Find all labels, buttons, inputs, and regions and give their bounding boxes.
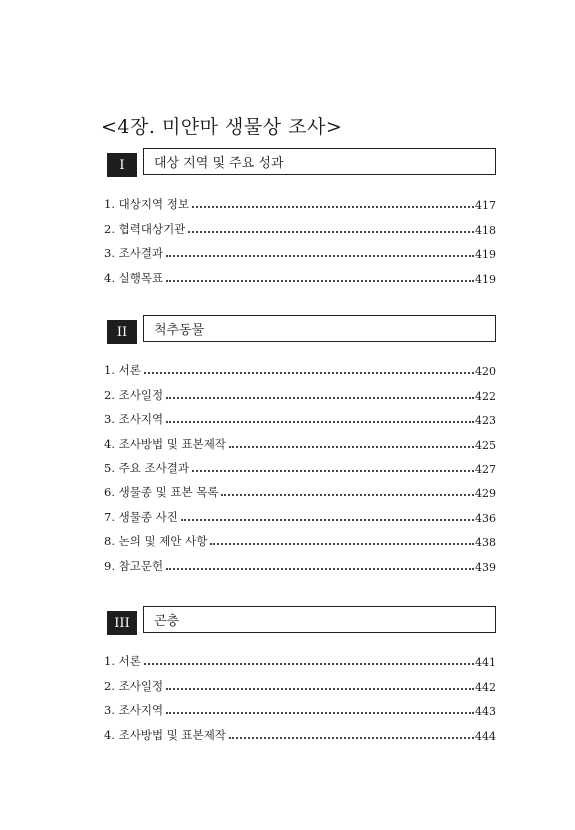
toc-entry[interactable] xyxy=(104,403,496,427)
toc-entry-label: 2. 조사일정 xyxy=(104,387,164,402)
toc-entry-label: 3. 조사지역 xyxy=(104,412,164,427)
toc-entry-label: 9. 참고문헌 xyxy=(104,558,164,573)
section-heading: 대상 지역 및 주요 성과 xyxy=(143,148,496,175)
dot-leader xyxy=(221,494,474,496)
toc-entry-label: 2. 협력대상기관 xyxy=(104,221,186,236)
toc-page-number: 427 xyxy=(475,462,496,476)
dot-leader xyxy=(166,280,474,282)
toc-entry-label: 1. 서론 xyxy=(104,363,141,378)
section-header xyxy=(104,148,496,177)
toc-entry[interactable] xyxy=(104,378,496,402)
toc-page-number: 423 xyxy=(475,414,496,428)
toc-entry-label: 8. 논의 및 제안 사항 xyxy=(104,534,208,549)
toc-entry-label: 5. 주요 조사결과 xyxy=(104,460,189,475)
section-3 xyxy=(104,606,496,743)
toc-entry-label: 3. 조사지역 xyxy=(104,703,164,718)
section-numeral: II xyxy=(107,320,137,344)
dot-leader xyxy=(192,470,474,472)
toc-entry[interactable] xyxy=(104,476,496,500)
dot-leader xyxy=(166,255,474,257)
toc-entry-label: 6. 생물종 및 표본 목록 xyxy=(104,485,219,500)
toc-list xyxy=(104,188,496,286)
section-2 xyxy=(104,315,496,574)
toc-entry-label: 1. 서론 xyxy=(104,654,141,669)
section-numeral: I xyxy=(107,153,137,177)
toc-page-number: 441 xyxy=(475,656,496,670)
dot-leader xyxy=(166,712,474,714)
toc-page-number: 436 xyxy=(475,511,496,525)
toc-page-number: 420 xyxy=(475,365,496,379)
toc-page-number: 443 xyxy=(475,705,496,719)
toc-entry-label: 3. 조사결과 xyxy=(104,246,164,261)
toc-entry[interactable] xyxy=(104,212,496,236)
section-header xyxy=(104,315,496,344)
toc-page-number: 418 xyxy=(475,223,496,237)
toc-entry[interactable] xyxy=(104,669,496,693)
toc-entry-label: 1. 대상지역 정보 xyxy=(104,197,189,212)
toc-entry[interactable] xyxy=(104,500,496,524)
toc-page-number: 425 xyxy=(475,438,496,452)
toc-entry-label: 4. 실행목표 xyxy=(104,270,164,285)
toc-entry[interactable] xyxy=(104,645,496,669)
toc-entry[interactable] xyxy=(104,427,496,451)
chapter-title: <4장. 미얀마 생물상 조사> xyxy=(101,116,343,138)
toc-entry[interactable] xyxy=(104,718,496,742)
toc-entry[interactable] xyxy=(104,549,496,573)
toc-entry-label: 4. 조사방법 및 표본제작 xyxy=(104,436,226,451)
toc-list xyxy=(104,354,496,574)
dot-leader xyxy=(229,737,474,739)
toc-page-number: 442 xyxy=(475,680,496,694)
dot-leader xyxy=(144,663,474,665)
dot-leader xyxy=(188,231,474,233)
toc-page-number: 419 xyxy=(475,272,496,286)
section-1 xyxy=(104,148,496,286)
toc-entry-label: 4. 조사방법 및 표본제작 xyxy=(104,727,226,742)
toc-entry[interactable] xyxy=(104,261,496,285)
toc-page-number: 439 xyxy=(475,560,496,574)
toc-entry[interactable] xyxy=(104,237,496,261)
toc-entry[interactable] xyxy=(104,525,496,549)
toc-entry[interactable] xyxy=(104,694,496,718)
toc-page-number: 429 xyxy=(475,487,496,501)
toc-page-number: 444 xyxy=(475,729,496,743)
dot-leader xyxy=(144,372,474,374)
section-numeral: III xyxy=(107,611,137,635)
dot-leader xyxy=(166,568,474,570)
toc-entry[interactable] xyxy=(104,188,496,212)
toc-entry[interactable] xyxy=(104,452,496,476)
section-heading: 곤충 xyxy=(143,606,496,633)
section-heading: 척추동물 xyxy=(143,315,496,342)
toc-entry-label: 7. 생물종 사진 xyxy=(104,509,178,524)
dot-leader xyxy=(181,519,474,521)
toc-page-number: 422 xyxy=(475,389,496,403)
toc-page-number: 438 xyxy=(475,536,496,550)
toc-entry[interactable] xyxy=(104,354,496,378)
dot-leader xyxy=(166,421,474,423)
dot-leader xyxy=(166,397,474,399)
toc-page-number: 419 xyxy=(475,248,496,262)
dot-leader xyxy=(210,543,474,545)
toc-list xyxy=(104,645,496,743)
dot-leader xyxy=(166,688,474,690)
toc-page-number: 417 xyxy=(475,199,496,213)
toc-entry-label: 2. 조사일정 xyxy=(104,678,164,693)
dot-leader xyxy=(192,206,474,208)
section-header xyxy=(104,606,496,635)
dot-leader xyxy=(229,446,474,448)
